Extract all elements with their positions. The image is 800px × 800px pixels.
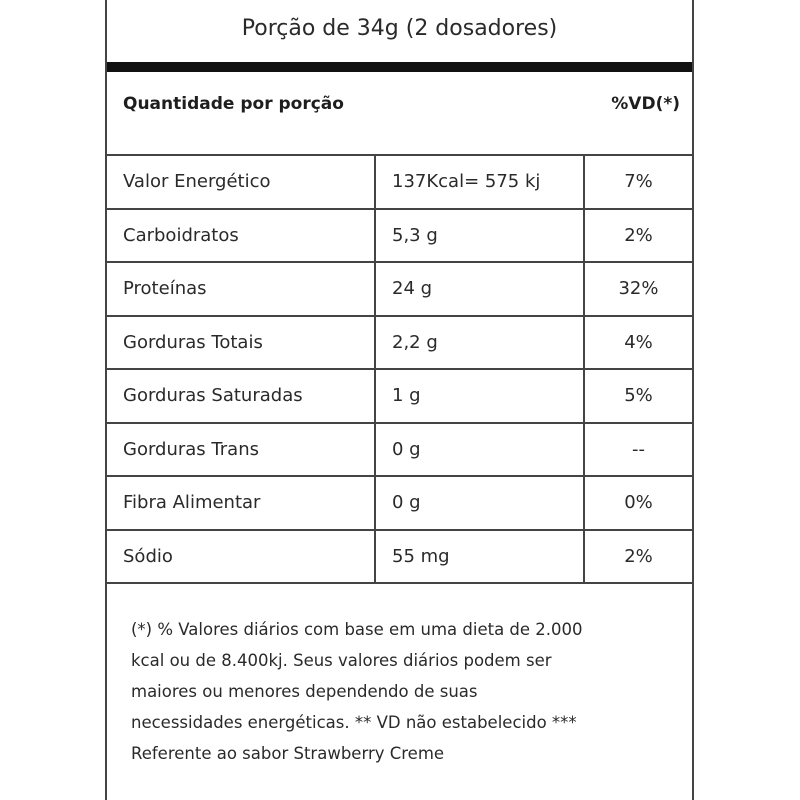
nutrient-daily-value: 0% (624, 492, 653, 514)
nutrient-amount: 0 g (376, 424, 585, 476)
nutrient-amount: 2,2 g (376, 317, 585, 369)
nutrient-amount: 137Kcal= 575 kj (376, 156, 585, 208)
table-header (107, 72, 692, 156)
nutrient-daily-value: 7% (624, 171, 653, 193)
footnote-line: maiores ou menores dependendo de suas (131, 682, 478, 701)
table-row (107, 477, 692, 531)
nutrient-name: Gorduras Totais (107, 317, 376, 369)
nutrient-daily-value: -- (632, 438, 645, 460)
table-row (107, 531, 692, 585)
nutrient-name: Gorduras Saturadas (107, 370, 376, 422)
table-row (107, 317, 692, 371)
nutrient-daily-value: 2% (624, 545, 653, 567)
table-row (107, 156, 692, 210)
footnote-line: kcal ou de 8.400kj. Seus valores diários podem ser (131, 651, 552, 670)
table-row (107, 370, 692, 424)
table-row (107, 424, 692, 478)
nutrient-name: Fibra Alimentar (107, 477, 376, 529)
nutrient-amount: 1 g (376, 370, 585, 422)
nutrient-amount: 5,3 g (376, 210, 585, 262)
serving-size-title: Porção de 34g (2 dosadores) (241, 16, 558, 41)
table-row (107, 210, 692, 264)
footnote-line: Referente ao sabor Strawberry Creme (131, 744, 445, 763)
header-daily-value: %VD(*) (611, 94, 680, 114)
nutrient-name: Proteínas (107, 263, 376, 315)
nutrition-table (107, 156, 692, 584)
nutrient-daily-value: 4% (624, 331, 653, 353)
daily-value-footnote (131, 614, 672, 769)
nutrient-amount: 24 g (376, 263, 585, 315)
nutrient-name: Gorduras Trans (107, 424, 376, 476)
nutrient-name: Valor Energético (107, 156, 376, 208)
footnote-line: necessidades energéticas. ** VD não estabelecido *** (131, 713, 577, 732)
table-row (107, 263, 692, 317)
nutrient-amount: 0 g (376, 477, 585, 529)
nutrient-daily-value: 5% (624, 385, 653, 407)
nutrient-daily-value: 32% (618, 278, 659, 300)
footnote-line: (*) % Valores diários com base em uma dieta de 2.000 (131, 620, 583, 639)
nutrition-facts-panel (105, 0, 694, 800)
nutrient-amount: 55 mg (376, 531, 585, 583)
nutrient-daily-value: 2% (624, 224, 653, 246)
header-amount-per-serving: Quantidade por porção (123, 94, 344, 114)
thick-divider (107, 62, 692, 72)
nutrient-name: Carboidratos (107, 210, 376, 262)
nutrient-name: Sódio (107, 531, 376, 583)
